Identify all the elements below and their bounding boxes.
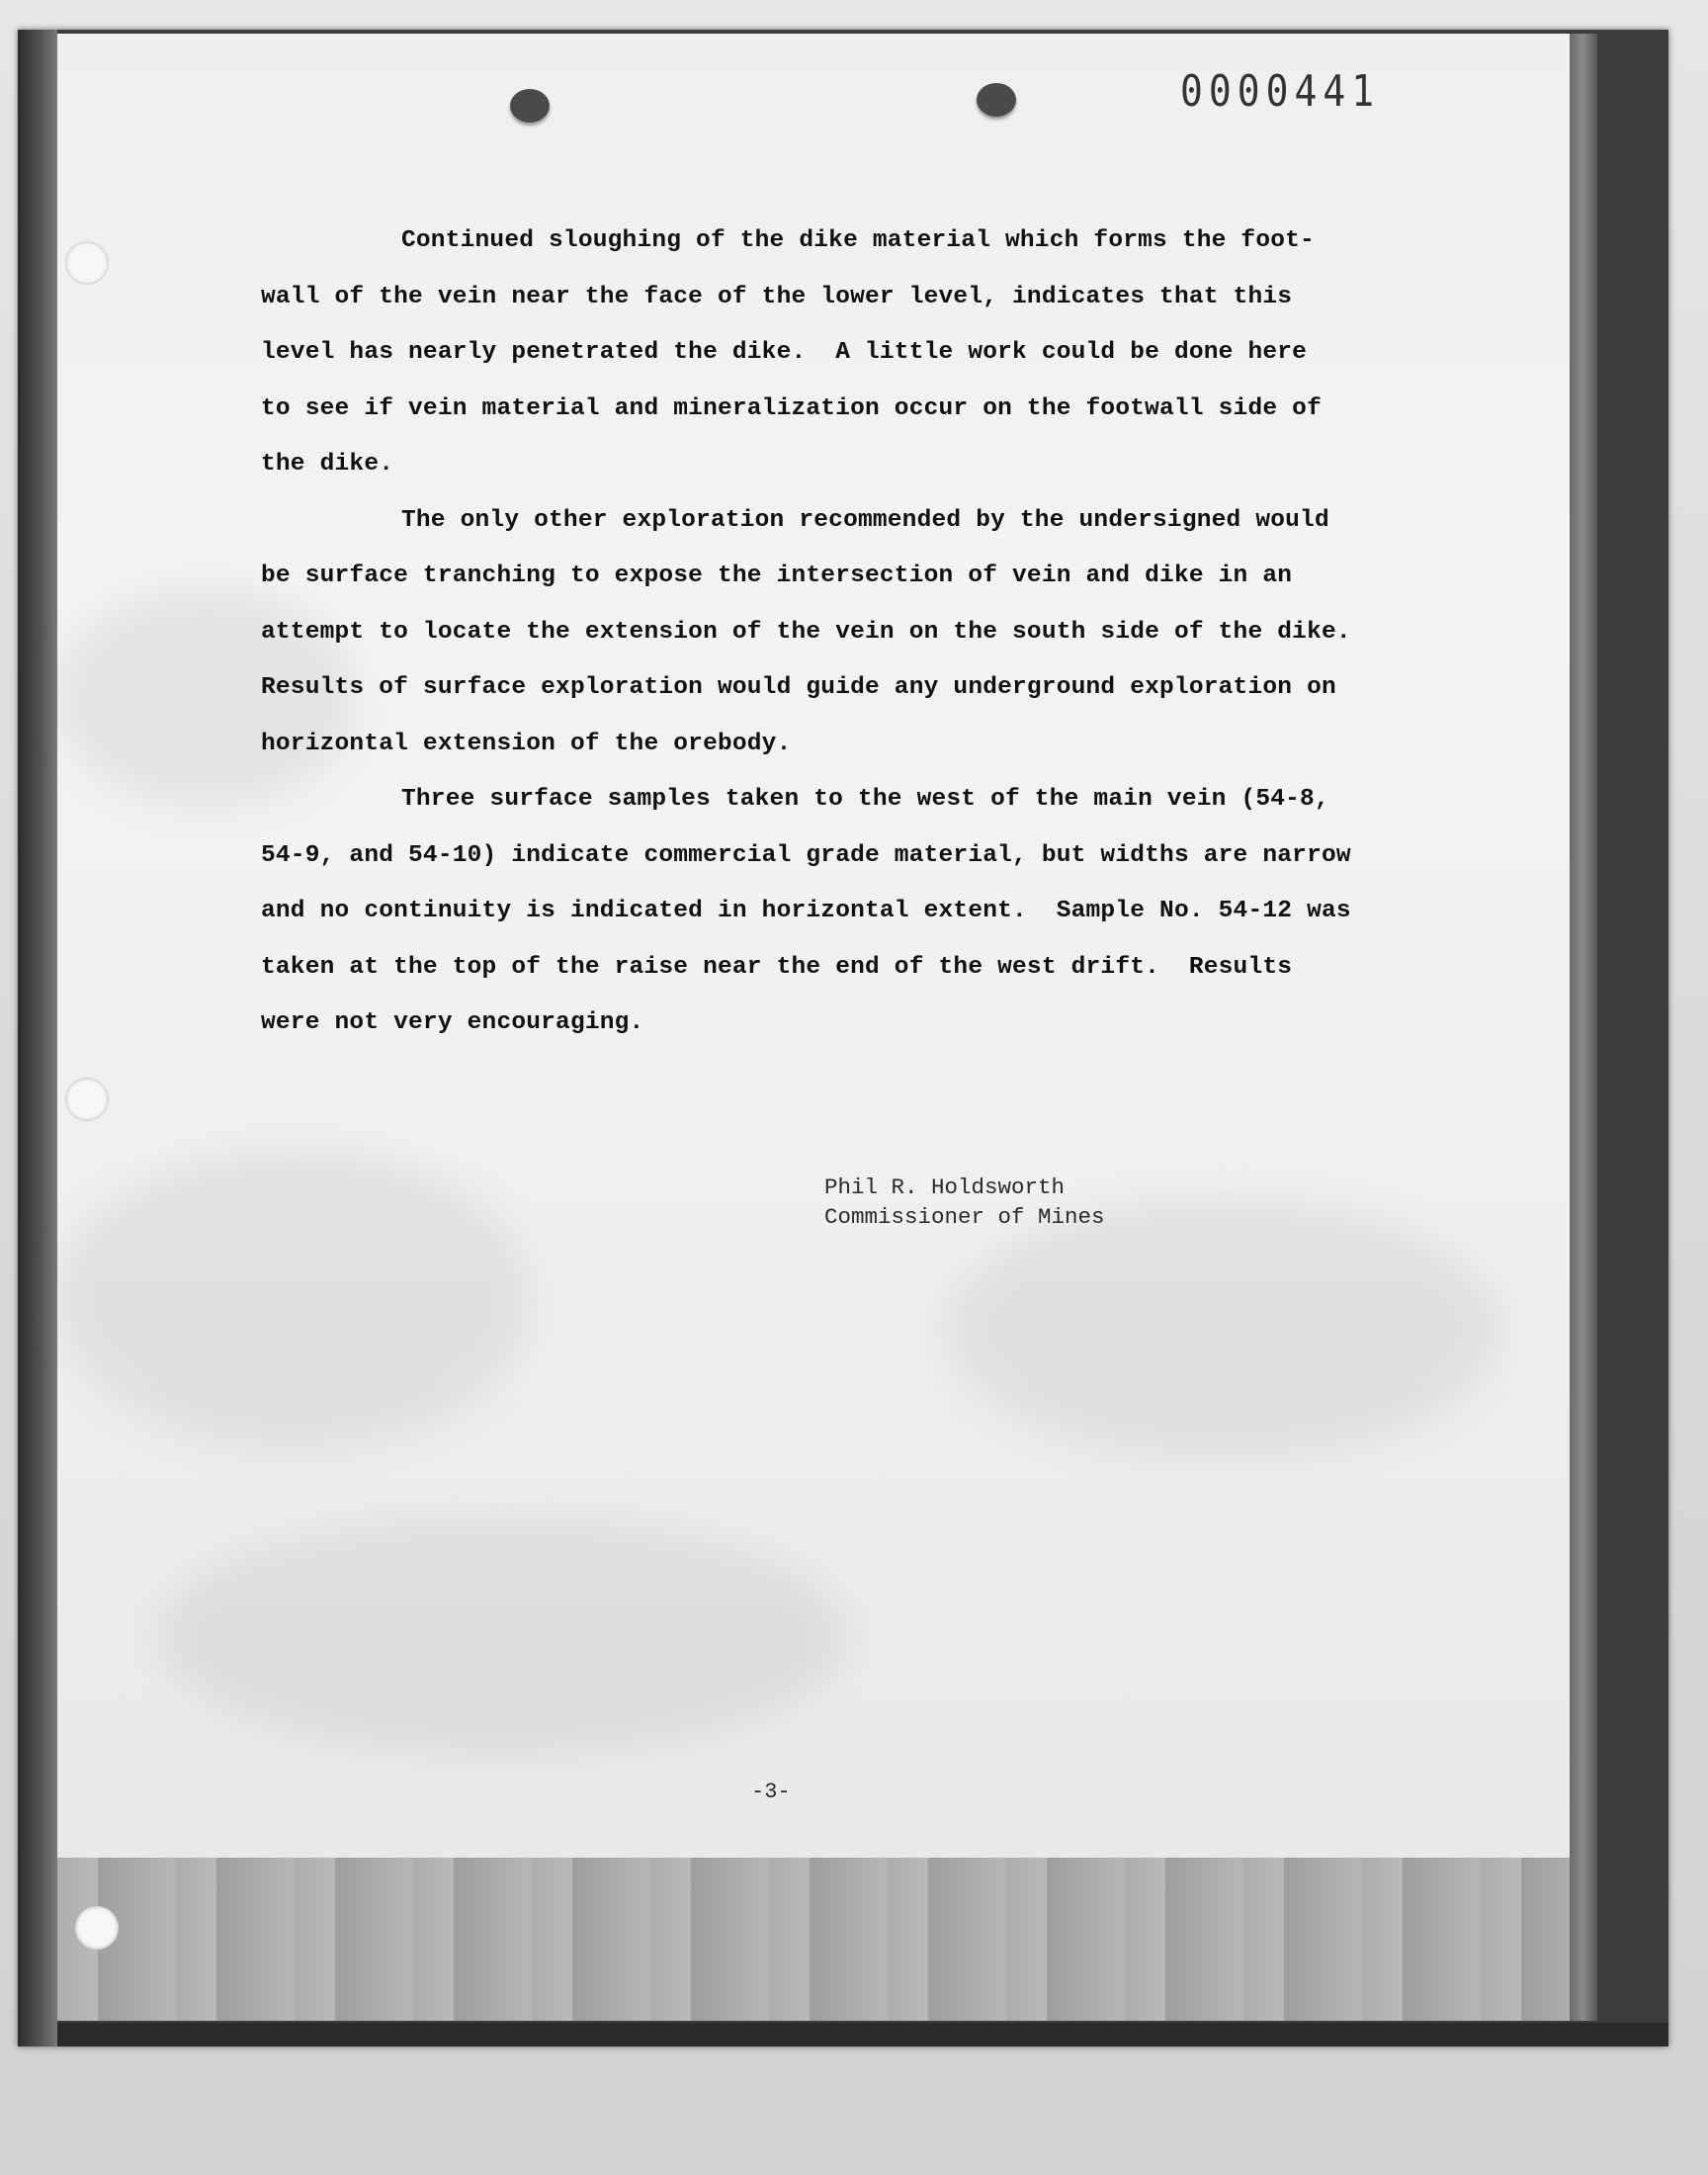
punch-hole bbox=[65, 241, 109, 285]
body-text bbox=[261, 214, 1351, 1052]
signature-block bbox=[824, 1173, 1105, 1232]
left-binding-edge bbox=[18, 30, 57, 2046]
punch-hole bbox=[75, 1906, 119, 1950]
paragraph-2 bbox=[261, 493, 1351, 773]
show-through-smudge bbox=[156, 1517, 848, 1754]
text-line: to see if vein material and mineralization occur on the footwall side of bbox=[261, 394, 1322, 422]
underlying-sheet-strip bbox=[57, 1858, 1594, 2021]
paragraph-1 bbox=[261, 214, 1322, 493]
text-line: 54-9, and 54-10) indicate commercial grade material, but widths are narrow bbox=[261, 841, 1351, 869]
text-line: and no continuity is indicated in horizontal extent. Sample No. 54-12 was bbox=[261, 898, 1351, 924]
fastener-rivet bbox=[510, 89, 550, 123]
text-line: Three surface samples taken to the west of the main vein (54-8, bbox=[401, 786, 1329, 813]
signatory-title: Commissioner of Mines bbox=[824, 1204, 1105, 1230]
show-through-smudge bbox=[57, 1151, 532, 1447]
text-line: level has nearly penetrated the dike. A little work could be done here bbox=[261, 339, 1308, 366]
text-line: Continued sloughing of the dike material which forms the foot- bbox=[401, 227, 1315, 254]
right-page-edge bbox=[1570, 34, 1597, 2021]
text-line: the dike. bbox=[261, 451, 394, 478]
punch-hole bbox=[65, 1078, 109, 1121]
fastener-rivet bbox=[977, 83, 1016, 117]
text-line: taken at the top of the raise near the end of the west drift. Results bbox=[261, 953, 1293, 981]
show-through-smudge bbox=[947, 1200, 1500, 1457]
text-line: wall of the vein near the face of the lower level, indicates that this bbox=[261, 283, 1293, 310]
text-line: horizontal extension of the orebody. bbox=[261, 730, 792, 757]
text-line: The only other exploration recommended by the undersigned would bbox=[401, 506, 1329, 534]
text-line: be surface tranching to expose the intersection of vein and dike in an bbox=[261, 563, 1293, 589]
paragraph-3 bbox=[261, 772, 1351, 1052]
text-line: were not very encouraging. bbox=[261, 1009, 644, 1036]
page-number: -3- bbox=[751, 1780, 791, 1804]
text-line: Results of surface exploration would guide any underground exploration on bbox=[261, 674, 1336, 701]
text-line: attempt to locate the extension of the vein on the south side of the dike. bbox=[261, 618, 1351, 646]
signatory-name: Phil R. Holdsworth bbox=[824, 1174, 1066, 1200]
document-number: 0000441 bbox=[1180, 65, 1381, 117]
